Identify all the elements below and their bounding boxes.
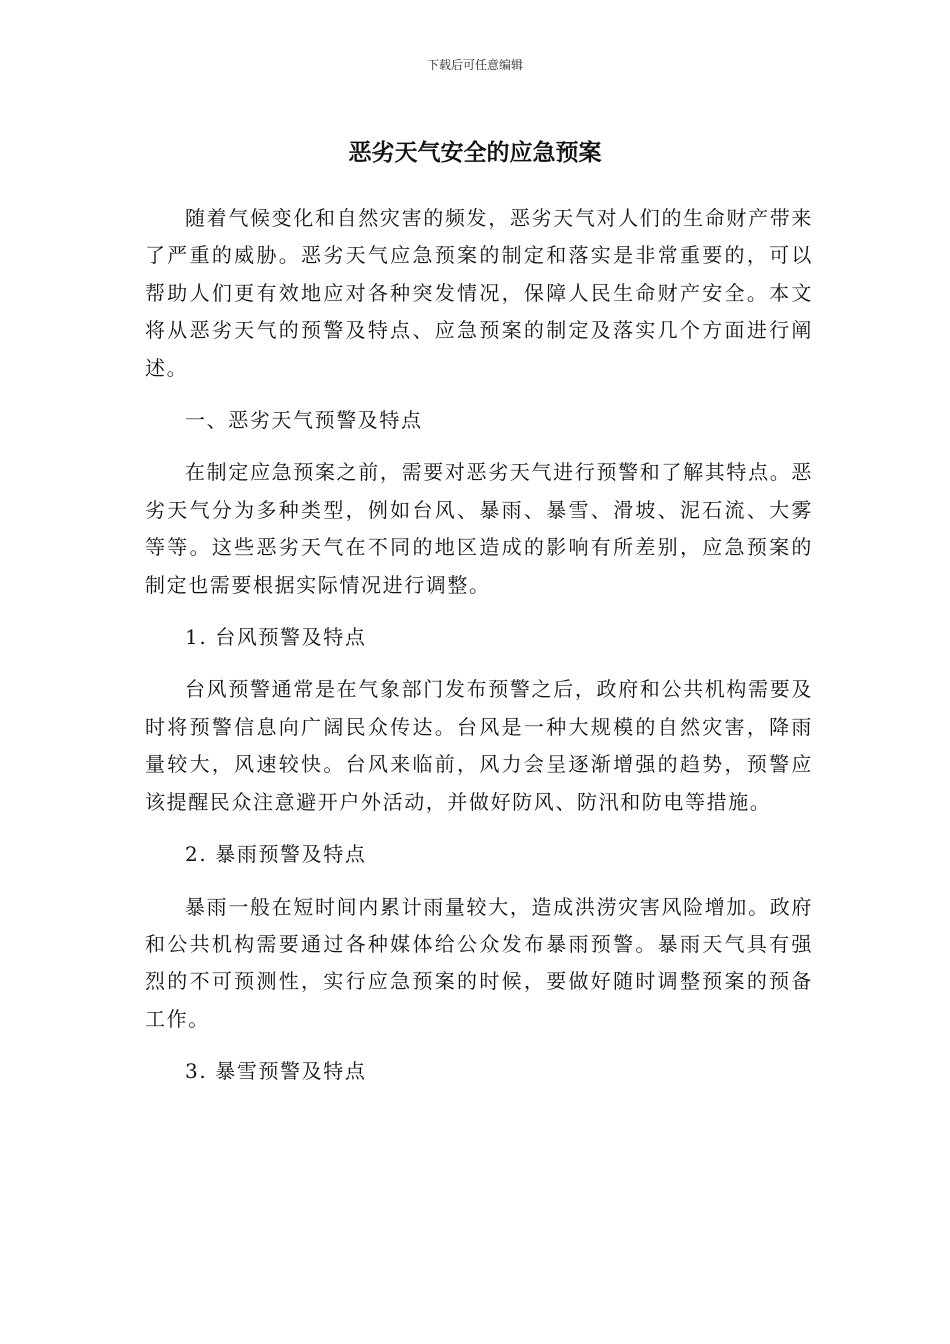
document-title: 恶劣天气安全的应急预案: [348, 140, 602, 166]
header-note: 下载后可任意编辑: [426, 58, 523, 72]
section-heading-warning: 一、恶劣天气预警及特点: [185, 408, 423, 433]
rainstorm-paragraph: 暴雨一般在短时间内累计雨量较大，造成洪涝灾害风险增加。政府和公共机构需要通过各种媒体给公众发布暴雨预警。暴雨天气具有强烈的不可预测性，实行应急预案的时候，要做好随时调整预案的预备工作。: [145, 894, 813, 1031]
subsection-heading-typhoon: 1. 台风预警及特点: [185, 625, 367, 650]
intro-paragraph: 随着气候变化和自然灾害的频发，恶劣天气对人们的生命财产带来了严重的威胁。恶劣天气应急预案的制定和落实是非常重要的，可以帮助人们更有效地应对各种突发情况，保障人民生命财产安全。本文将从恶劣天气的预警及特点、应急预案的制定及落实几个方面进行阐述。: [145, 206, 813, 380]
document-body: [145, 200, 813, 1091]
subsection-heading-rainstorm: 2. 暴雨预警及特点: [185, 842, 367, 867]
typhoon-paragraph: 台风预警通常是在气象部门发布预警之后，政府和公共机构需要及时将预警信息向广阔民众传达。台风是一种大规模的自然灾害，降雨量较大，风速较快。台风来临前，风力会呈逐渐增强的趋势，预警应该提醒民众注意避开户外活动，并做好防风、防汛和防电等措施。: [145, 677, 813, 814]
subsection-heading-snowstorm: 3. 暴雪预警及特点: [185, 1059, 367, 1084]
section-paragraph-overview: 在制定应急预案之前，需要对恶劣天气进行预警和了解其特点。恶劣天气分为多种类型，例如台风、暴雨、暴雪、滑坡、泥石流、大雾等等。这些恶劣天气在不同的地区造成的影响有所差别，应急预案的制定也需要根据实际情况进行调整。: [145, 460, 813, 597]
